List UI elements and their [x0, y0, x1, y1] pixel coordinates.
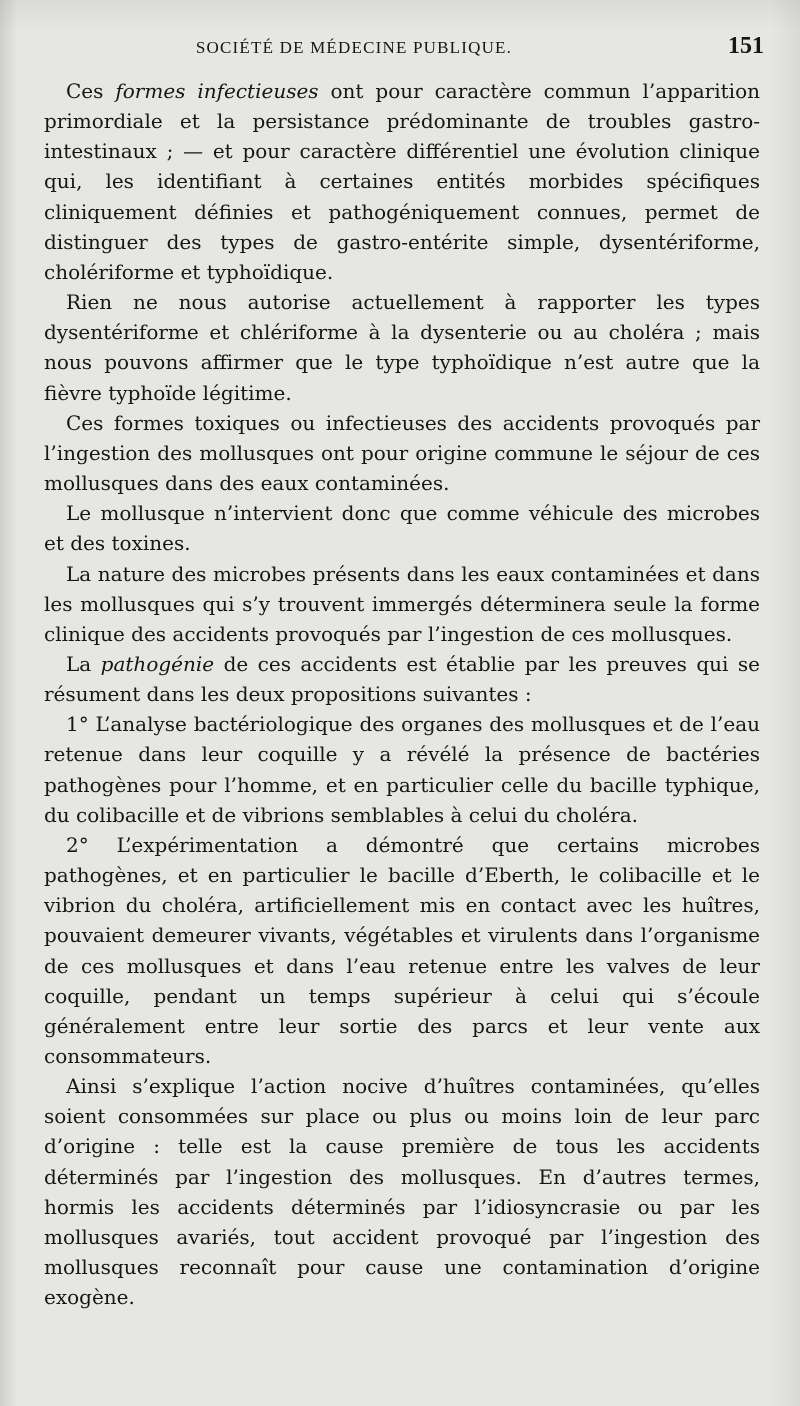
paragraph-1-lead: Ces	[66, 79, 116, 103]
paragraph-6-emphasis: pathogénie	[100, 651, 215, 676]
paragraph-2: Rien ne nous autorise actuellement à rapporter les types dysentériforme et chlériforme à la dysenterie ou au choléra ; mais nous pouvons affirmer que le type typhoïdique n’est autre que la fièvre typhoïde légitime.	[44, 290, 760, 405]
paragraph-8: 2° L’expérimentation a démontré que certains microbes pathogènes, et en particulier le bacille d’Eberth, le colibacille et le vibrion du choléra, artificiellement mis en contact avec les huîtres, pouvaient demeurer vivants, végétables et virulents dans l’organisme de ces mollusques et dans l’eau retenue entre les valves de leur coquille, pendant un temps supérieur à celui qui s’écoule généralement entre leur sortie des parcs et leur vente aux consommateurs.	[44, 832, 760, 1068]
paragraph-1	[44, 76, 760, 287]
paragraph-3: Ces formes toxiques ou infectieuses des accidents provoqués par l’ingestion des mollusques ont pour origine commune le séjour de ces mollusques dans des eaux contaminées.	[44, 410, 760, 496]
paragraph-1-rest: ont pour caractère commun l’apparition primordiale et la persistance prédominante de troubles gastro-intestinaux ; — et pour caractère différentiel une évolution clinique qui, les identifiant à certaines entités morbides spécifiques cliniquement définies et pathogéniquement connues, permet de distinguer des types de gastro-entérite simple, dysentériforme, cholériforme et typhoïdique.	[44, 79, 760, 284]
paragraph-4: Le mollusque n’intervient donc que comme véhicule des microbes et des toxines.	[44, 501, 760, 556]
running-head	[44, 33, 764, 66]
body-text	[44, 76, 760, 1312]
paragraph-6-lead: La	[66, 651, 101, 676]
paragraph-7: 1° L’analyse bactériologique des organes des mollusques et de l’eau retenue dans leur coquille y a révélé la présence de bactéries pathogènes pour l’homme, et en particulier celle du bacille typhique, du colibacille et de vibrions semblables à celui du choléra.	[44, 712, 760, 827]
paragraph-6	[44, 649, 760, 709]
paragraph-9: Ainsi s’explique l’action nocive d’huîtres contaminées, qu’elles soient consommées sur place ou plus ou moins loin de leur parc d’origine : telle est la cause première de tous les accidents déterminés par l’ingestion des mollusques. En d’autres termes, hormis les accidents déterminés par l’idiosyncrasie ou par les mollusques avariés, tout accident provoqué par l’ingestion des mollusques reconnaît pour cause une contamination d’origine exogène.	[44, 1074, 760, 1310]
paragraph-5: La nature des microbes présents dans les eaux contaminées et dans les mollusques qui s’y trouvent immergés déterminera seule la forme clinique des accidents provoqués par l’ingestion de ces mollusques.	[44, 561, 760, 646]
page-number: 151	[728, 33, 764, 59]
paragraph-6-rest: de ces accidents est établie par les preuves qui se résument dans les deux propositions suivantes :	[44, 651, 760, 707]
running-title: SOCIÉTÉ DE MÉDECINE PUBLIQUE.	[195, 38, 513, 57]
paragraph-1-emphasis: formes infectieuses	[115, 79, 319, 103]
